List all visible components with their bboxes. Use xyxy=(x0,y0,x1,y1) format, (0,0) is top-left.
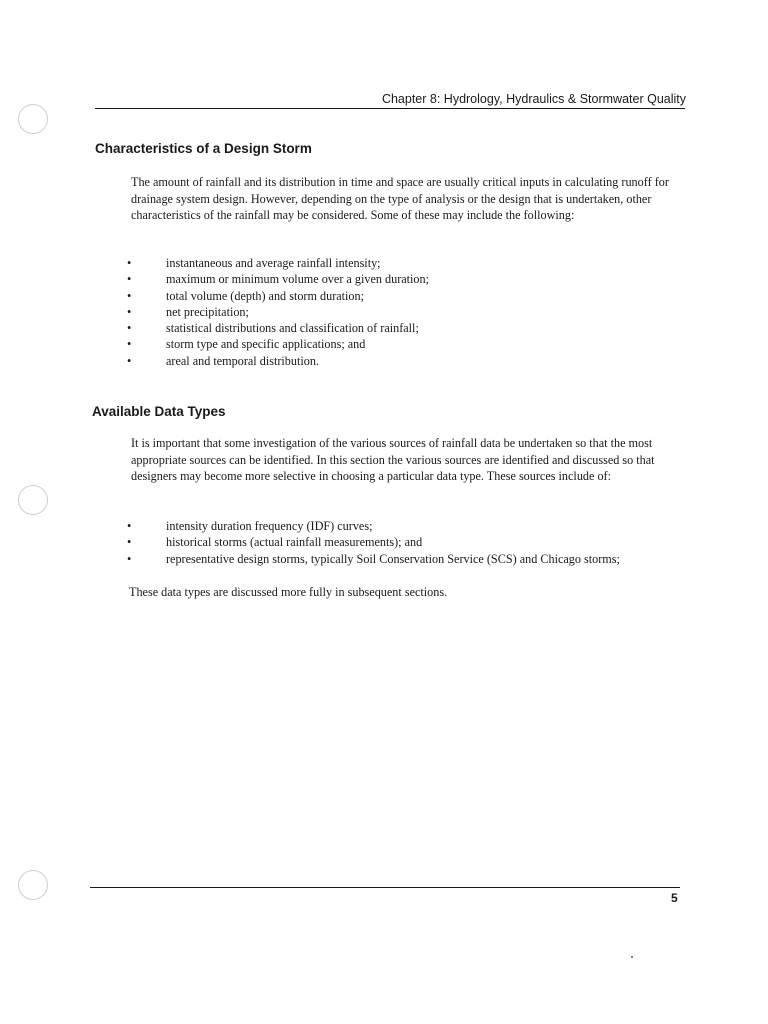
design-storm-characteristics-list xyxy=(127,255,687,369)
list-item xyxy=(127,353,687,369)
section-heading-design-storm: Characteristics of a Design Storm xyxy=(95,141,312,156)
bullet-icon: • xyxy=(127,535,132,550)
list-item-text: statistical distributions and classification of rainfall; xyxy=(166,321,419,336)
section-heading-available-data-types: Available Data Types xyxy=(92,404,226,419)
chapter-header: Chapter 8: Hydrology, Hydraulics & Stormwater Quality xyxy=(381,92,686,106)
bullet-icon: • xyxy=(127,256,132,270)
list-item xyxy=(127,271,687,287)
list-item xyxy=(127,336,687,352)
binder-hole-top xyxy=(18,104,48,134)
list-item xyxy=(127,320,687,336)
list-item-text: total volume (depth) and storm duration; xyxy=(166,288,365,303)
list-item xyxy=(127,518,692,534)
list-item-text: net precipitation; xyxy=(166,304,249,319)
page-number: 5 xyxy=(671,891,678,905)
list-item xyxy=(127,304,687,320)
list-item xyxy=(127,255,687,271)
data-types-list xyxy=(127,518,692,567)
list-item-text: intensity duration frequency (IDF) curves; xyxy=(166,519,373,533)
list-item-text: areal and temporal distribution. xyxy=(166,353,319,368)
list-item xyxy=(127,288,687,304)
list-item xyxy=(127,551,692,567)
data-types-paragraph: It is important that some investigation of the various sources of rainfall data be undertaken so that the most appropriate sources can be identified. In this section the various sources are identified and discussed so that designers may become more selective in choosing a particular data type. These sources include of: xyxy=(131,436,655,483)
bullet-icon: • xyxy=(127,321,132,336)
closing-sentence: These data types are discussed more fully in subsequent sections. xyxy=(129,585,448,599)
bullet-icon: • xyxy=(127,353,132,368)
list-item xyxy=(127,534,692,550)
list-item-text: instantaneous and average rainfall intensity; xyxy=(166,256,381,270)
list-item-text: storm type and specific applications; and xyxy=(166,337,366,352)
binder-hole-middle xyxy=(18,485,48,515)
footer-rule xyxy=(90,887,680,888)
design-storm-paragraph: The amount of rainfall and its distribution in time and space are usually critical inputs in calculating runoff for drainage system design. However, depending on the type of analysis or the design that is undertaken, other characteristics of the rainfall may be considered. Some of these may include the following: xyxy=(131,175,669,222)
bullet-icon: • xyxy=(127,304,132,319)
header-rule xyxy=(95,108,685,109)
scan-speck xyxy=(631,956,633,958)
list-item-text: representative design storms, typically Soil Conservation Service (SCS) and Chicago storms; xyxy=(166,551,620,566)
bullet-icon: • xyxy=(127,288,132,303)
bullet-icon: • xyxy=(127,519,132,533)
binder-hole-bottom xyxy=(18,870,48,900)
bullet-icon: • xyxy=(127,337,132,352)
list-item-text: historical storms (actual rainfall measurements); and xyxy=(166,535,423,550)
bullet-icon: • xyxy=(127,551,132,566)
bullet-icon: • xyxy=(127,272,132,287)
list-item-text: maximum or minimum volume over a given duration; xyxy=(166,272,430,287)
